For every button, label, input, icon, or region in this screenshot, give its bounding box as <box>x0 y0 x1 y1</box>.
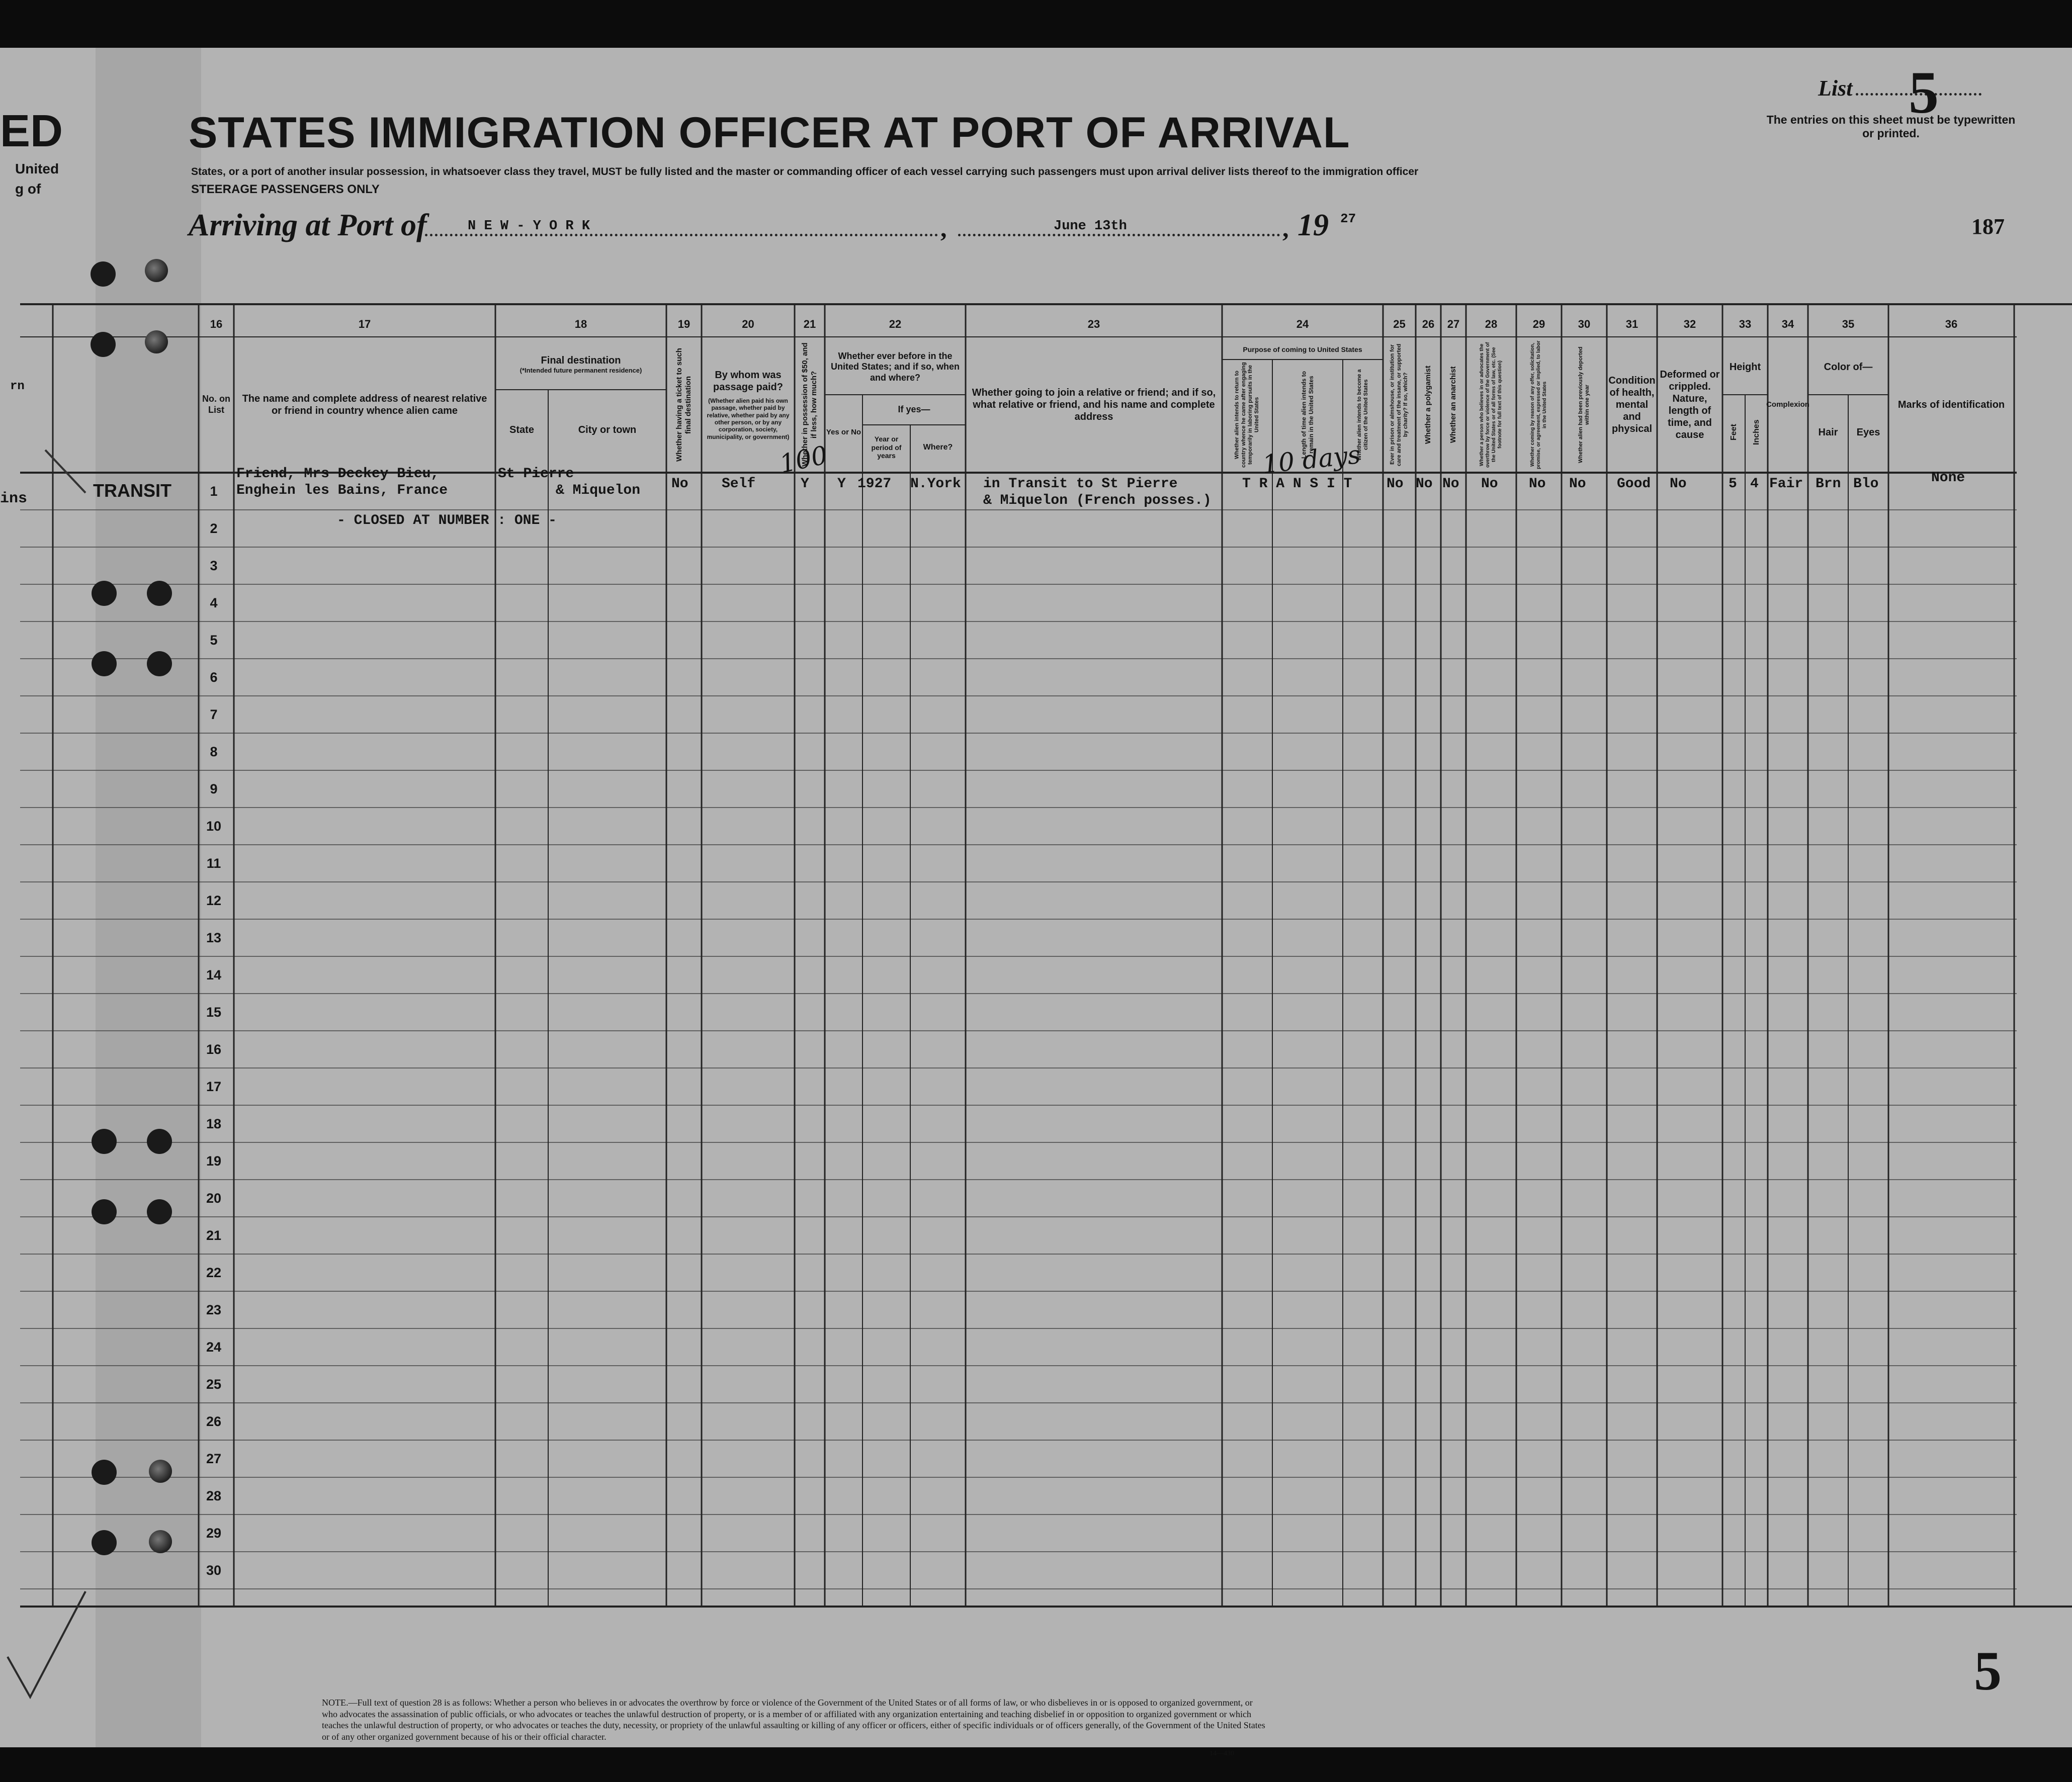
inches-value: 4 <box>1750 476 1759 492</box>
punch-hole <box>145 330 168 353</box>
punch-hole <box>147 581 172 606</box>
paid-by-value: Self <box>722 476 756 492</box>
city-value: & Miquelon <box>556 483 641 498</box>
joining-line-2: & Miquelon (French posses.) <box>983 493 1212 508</box>
header-nearest-relative: The name and complete address of nearest relative or friend in country whence alien came <box>242 393 487 416</box>
col-num-30: 30 <box>1578 318 1591 330</box>
row-number: 23 <box>206 1302 222 1317</box>
row-number: 1 <box>210 484 218 499</box>
typewritten-instruction: The entries on this sheet must be typewritten or printed. <box>1766 113 2016 140</box>
header-deported: Whether alien had been previously deported within one year <box>1577 346 1590 463</box>
complexion-value: Fair <box>1769 476 1803 492</box>
row-number: 28 <box>206 1488 222 1503</box>
punch-hole <box>149 1530 172 1553</box>
col-num-25: 25 <box>1393 318 1406 330</box>
closed-at-number: - CLOSED AT NUMBER : ONE - <box>337 513 557 528</box>
header-eyes: Eyes <box>1856 427 1880 438</box>
header-purpose-return: Whether alien intends to return to country whence he came after engaging temporarily in laboring pursuits in the United States <box>1234 362 1260 468</box>
row-number: 24 <box>206 1340 222 1355</box>
row-number: 15 <box>206 1005 222 1020</box>
col-num-31: 31 <box>1625 318 1638 330</box>
year-prefix: 19 <box>1298 208 1329 242</box>
row-number: 11 <box>206 856 221 871</box>
row-number: 13 <box>206 930 222 945</box>
row-number: 16 <box>206 1042 222 1057</box>
left-fragment-ins: ins <box>0 490 28 507</box>
col-num-20: 20 <box>742 318 754 330</box>
row-number: 20 <box>206 1191 222 1206</box>
check-mark-top <box>40 445 101 500</box>
punch-hole <box>147 1129 172 1154</box>
row-number: 22 <box>206 1265 222 1280</box>
row-number: 7 <box>210 707 218 722</box>
before-us-value: Y <box>837 476 846 492</box>
header-health: Condition of health, mental and physical <box>1608 375 1656 434</box>
bottom-list-number: 5 <box>1974 1640 2002 1702</box>
q29-value: No <box>1529 476 1546 492</box>
header-polygamist: Whether a polygamist <box>1424 366 1432 444</box>
punch-hole <box>149 1460 172 1483</box>
header-height: Height <box>1729 362 1761 373</box>
ticket-value: No <box>671 476 688 492</box>
deformed-value: No <box>1670 476 1687 492</box>
final-destination-label: Final destination <box>541 355 621 367</box>
left-fragment-rn: rn <box>10 380 25 393</box>
punch-hole <box>92 581 117 606</box>
header-no-on-list: No. on List <box>202 394 230 415</box>
row-number: 4 <box>210 595 218 610</box>
col-num-32: 32 <box>1683 318 1696 330</box>
row-number: 26 <box>206 1414 222 1429</box>
col-num-22: 22 <box>889 318 902 330</box>
row-number: 14 <box>206 967 222 983</box>
row-number: 30 <box>206 1563 222 1578</box>
form-code: 14—430 <box>1210 1750 1234 1757</box>
punch-hole <box>147 651 172 676</box>
where-value: N.York <box>910 476 961 492</box>
header-color: Color of— <box>1824 362 1873 373</box>
header-q29: Whether coming by reason of any offer, solicitation, promise, or agreement, expressed or implied, to labor in the United States <box>1530 340 1547 469</box>
joining-line-1: in Transit to St Pierre <box>983 476 1178 492</box>
header-before-us: Whether ever before in the United States; and if so, when and where? <box>830 350 960 383</box>
steerage-label: STEERAGE PASSENGERS ONLY <box>191 183 380 196</box>
header-feet: Feet <box>1729 424 1738 441</box>
header-where: Where? <box>923 443 953 452</box>
q28-value: No <box>1481 476 1498 492</box>
table-grid <box>0 48 2072 1747</box>
header-final-destination <box>495 339 666 390</box>
header-purpose: Purpose of coming to United States <box>1243 345 1362 353</box>
row-number: 5 <box>210 633 218 648</box>
header-prison: Ever in prison or almshouse, or institution for care and treatment of the insane, or supported by charity? If so, which? <box>1389 343 1409 466</box>
col-num-35: 35 <box>1842 318 1855 330</box>
money-handwritten: 100 <box>777 440 830 479</box>
passage-paid-note: (Whether alien paid his own passage, whether paid by relative, whether paid by any other person, or by any corporation, society, municipality, or government) <box>707 397 790 440</box>
header-yes-no: Yes or No <box>826 428 861 436</box>
row-number: 19 <box>206 1153 222 1169</box>
passage-paid-label: By whom was passage paid? <box>713 369 783 393</box>
length-stay-handwritten: 10 days <box>1261 439 1362 480</box>
subtitle: States, or a port of another insular possession, in whatsoever class they travel, MUST be fully listed and the master or commanding officer of each vessel carrying such passengers must upon arrival deliver lists thereof to the immigration officer <box>191 166 1419 177</box>
col-num-33: 33 <box>1739 318 1752 330</box>
row-number: 8 <box>210 744 218 759</box>
left-fragment-heading: ED <box>0 106 63 156</box>
anarchist-value: No <box>1442 476 1459 492</box>
col-num-24: 24 <box>1296 318 1309 330</box>
header-city: City or town <box>578 424 637 435</box>
punch-hole <box>92 1129 117 1154</box>
punch-hole <box>92 651 117 676</box>
footnote-q28: NOTE.—Full text of question 28 is as follows: Whether a person who believes in or advocates the overthrow by force or violence of the Government of the United States or of all forms of law, or who disbelieves in or is opposed to organized government, or who advocates the assassination of public officials, or who advocates or teaches the unlawful destruction of property, or is a member of or affiliated with any organization entertaining and teaching disbelief in or opposition to organized government or which teaches the unlawful destruction of property, or who advocates or teaches the duty, necessity, or propriety of the unlawful assaulting or killing of any officer or officers, either of specific individuals or of officers generally, of the Government of the United States or of any other organized government because of his or their official character. <box>322 1698 1265 1742</box>
feet-value: 5 <box>1729 476 1737 492</box>
list-label: List <box>1818 76 1853 101</box>
col-num-34: 34 <box>1781 318 1794 330</box>
punch-hole <box>91 332 116 357</box>
header-ticket: Whether having a ticket to such final destination <box>675 348 693 462</box>
col-num-23: 23 <box>1087 318 1100 330</box>
page-number: 187 <box>1971 214 2005 239</box>
header-money: Whether in possession of $50, and if less, how much? <box>801 342 818 467</box>
polygamist-value: No <box>1416 476 1433 492</box>
col-num-19: 19 <box>677 318 690 330</box>
header-state: State <box>509 424 534 435</box>
row-number: 21 <box>206 1228 222 1243</box>
row-number: 25 <box>206 1377 222 1392</box>
header-joining: Whether going to join a relative or friend; and if so, what relative or friend, and his name and complete address <box>972 387 1216 422</box>
left-fragment-line-1: United <box>15 161 59 176</box>
final-destination-note: (*Intended future permanent residence) <box>520 367 642 375</box>
manifest-sheet <box>0 48 2072 1757</box>
prison-value: No <box>1387 476 1404 492</box>
transit-stamp: TRANSIT <box>93 480 171 501</box>
header-deformed: Deformed or crippled. Nature, length of time, and cause <box>1660 369 1720 440</box>
row-number: 29 <box>206 1526 222 1541</box>
comma-1: , <box>940 214 947 242</box>
col-num-26: 26 <box>1422 318 1435 330</box>
state-value: St Pierre <box>498 466 574 482</box>
arriving-label: Arriving at Port of <box>189 208 427 242</box>
date-value: June 13th <box>1054 219 1127 234</box>
money-value: Y <box>801 476 809 492</box>
punch-hole <box>92 1460 117 1485</box>
row-number: 10 <box>206 819 222 834</box>
header-inches: Inches <box>1752 419 1761 446</box>
header-length-stay: Length of time alien intends to remain in the United States <box>1300 371 1315 459</box>
purpose-value: T R A N S I T <box>1242 476 1352 492</box>
header-if-yes: If yes— <box>898 404 930 415</box>
header-year-period: Year or period of years <box>871 434 902 460</box>
q30-value: No <box>1569 476 1586 492</box>
row-number: 6 <box>210 670 218 685</box>
health-value: Good <box>1617 476 1651 492</box>
header-marks: Marks of identification <box>1897 399 2005 410</box>
col-num-28: 28 <box>1485 318 1498 330</box>
col-num-18: 18 <box>574 318 587 330</box>
punch-hole <box>147 1199 172 1224</box>
header-complexion: Complexion <box>1766 400 1809 409</box>
header-anarchist: Whether an anarchist <box>1449 366 1457 443</box>
year-suffix: 27 <box>1340 211 1356 226</box>
list-number: 5 <box>1909 59 1939 126</box>
header-citizen: Whether alien intends to become a citizen of the United States <box>1356 369 1369 461</box>
row-number: 12 <box>206 893 222 908</box>
row-number: 17 <box>206 1079 222 1094</box>
punch-hole <box>92 1530 117 1555</box>
punch-hole <box>145 259 168 282</box>
port-value: N E W - Y O R K <box>468 219 590 234</box>
relative-line-1: Friend, Mrs Deckey Bieu, <box>236 466 440 482</box>
relative-line-2: Enghein les Bains, France <box>236 483 448 498</box>
year-value: 1927 <box>857 476 892 492</box>
left-fragment-line-2: g of <box>15 181 41 197</box>
col-num-27: 27 <box>1447 318 1460 330</box>
col-num-29: 29 <box>1532 318 1545 330</box>
comma-2: , <box>1282 214 1289 242</box>
punch-hole <box>92 1199 117 1224</box>
row-number: 27 <box>206 1451 222 1466</box>
col-num-21: 21 <box>803 318 816 330</box>
eyes-value: Blo <box>1853 476 1879 492</box>
row-number: 9 <box>210 781 218 796</box>
row-number: 2 <box>210 521 218 536</box>
page-title: STATES IMMIGRATION OFFICER AT PORT OF ARRIVAL <box>189 109 1350 157</box>
header-hair: Hair <box>1818 427 1838 438</box>
col-num-16: 16 <box>210 318 223 330</box>
col-num-36: 36 <box>1945 318 1958 330</box>
row-number: 18 <box>206 1116 222 1131</box>
check-mark-bottom <box>0 1581 101 1712</box>
header-q28: Whether a person who believes in or advocates the overthrow by force or violence of the Government of the United States or of all forms of law, etc. (See footnote for full text of this question) <box>1479 342 1503 468</box>
punch-hole <box>91 261 116 287</box>
row-number: 3 <box>210 558 218 573</box>
hair-value: Brn <box>1816 476 1841 492</box>
col-num-17: 17 <box>358 318 371 330</box>
marks-value: None <box>1931 470 1965 486</box>
